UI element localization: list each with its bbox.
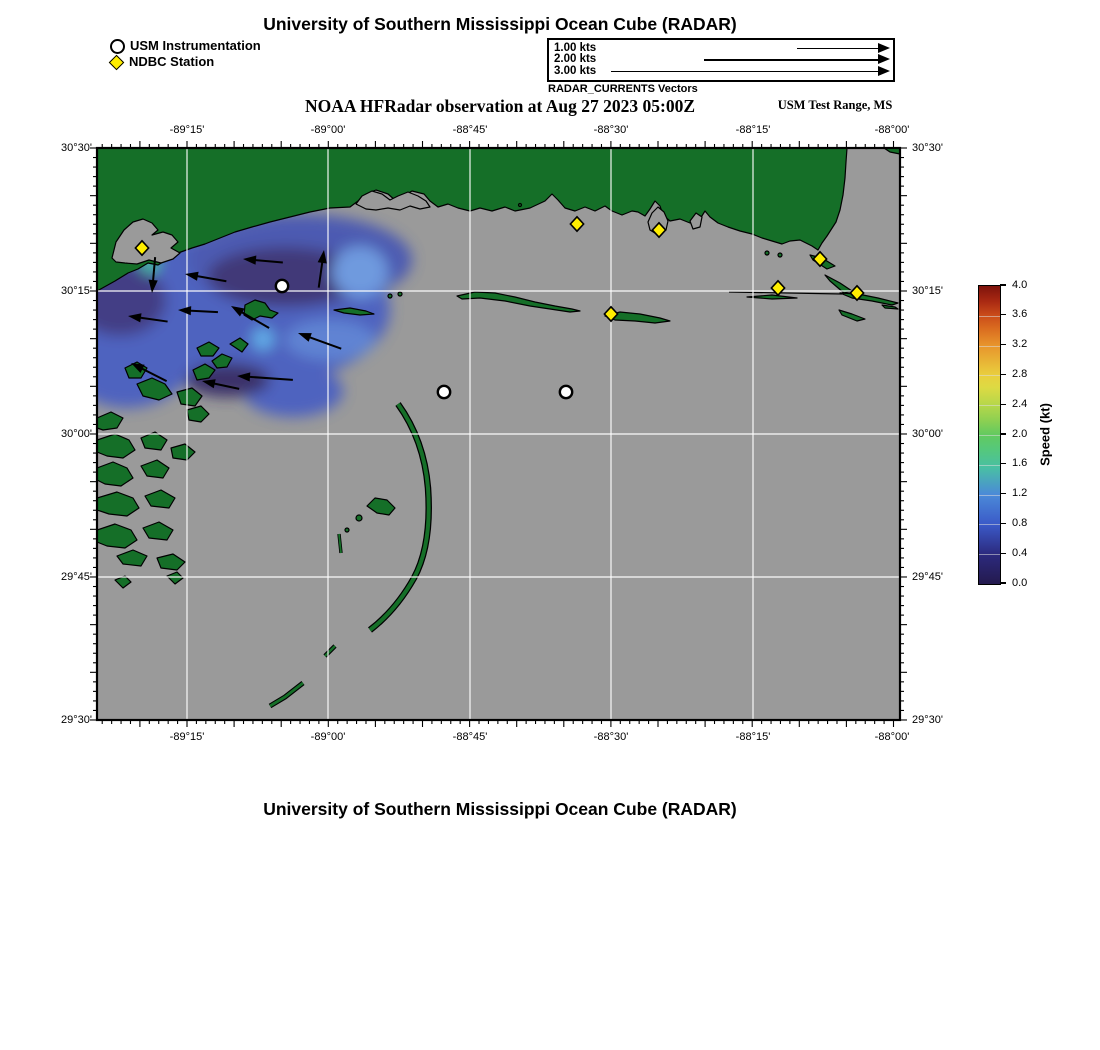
colorbar-tick-label: 0.0 (1012, 576, 1028, 589)
usm-legend-label: USM Instrumentation (130, 38, 261, 53)
colorbar-tick-label: 2.8 (1012, 367, 1028, 380)
lat-tick-label-left: 30°15' (61, 285, 92, 297)
lat-tick-label-right: 29°30' (912, 714, 943, 726)
figure-title-bottom: University of Southern Mississippi Ocean Cube (RADAR) (263, 799, 737, 819)
colorbar-gridline (979, 435, 1000, 436)
lat-tick-label-right: 30°30' (912, 142, 943, 154)
ndbc-legend-label: NDBC Station (129, 54, 215, 69)
colorbar-tickmark (1000, 553, 1006, 554)
lon-tick-label-bottom: -89°15' (169, 731, 205, 743)
lon-tick-label-top: -88°15' (735, 124, 771, 136)
station-legend (110, 38, 261, 70)
vector-arrowhead-icon (878, 54, 890, 64)
colorbar-gridline (979, 375, 1000, 376)
lat-tick-label-left: 29°30' (61, 714, 92, 726)
coastal-map (97, 148, 900, 720)
vector-scale-row (549, 66, 893, 78)
colorbar-tick-label: 4.0 (1012, 278, 1028, 291)
lon-tick-label-top: -89°00' (310, 124, 346, 136)
lat-tick-label-left: 30°30' (61, 142, 92, 154)
lon-tick-label-top: -88°45' (452, 124, 488, 136)
lon-tick-label-bottom: -88°15' (735, 731, 771, 743)
vector-legend-caption: RADAR_CURRENTS Vectors (548, 83, 698, 95)
lat-tick-label-left: 30°00' (61, 428, 92, 440)
lat-tick-label-right: 30°00' (912, 428, 943, 440)
colorbar-tickmark (1000, 344, 1006, 345)
lon-tick-label-top: -88°30' (593, 124, 629, 136)
colorbar-gridline (979, 554, 1000, 555)
lat-tick-label-right: 30°15' (912, 285, 943, 297)
colorbar-tick-label: 1.6 (1012, 457, 1028, 470)
colorbar-tickmark (1000, 463, 1006, 464)
figure-title-top: University of Southern Mississippi Ocean Cube (RADAR) (263, 14, 737, 34)
lon-tick-label-bottom: -88°00' (874, 731, 910, 743)
vector-scale-label: 2.00 kts (554, 53, 597, 65)
test-range-label: USM Test Range, MS (777, 98, 893, 112)
vector-scale-label: 1.00 kts (554, 41, 597, 54)
colorbar-tick-label: 0.4 (1012, 546, 1028, 559)
lat-tick-label-left: 29°45' (61, 571, 92, 583)
colorbar-tickmark (1000, 523, 1006, 524)
vector-scale-label: 3.00 kts (554, 64, 597, 77)
vector-scale-row (549, 43, 893, 55)
colorbar-tick-label: 3.6 (1012, 308, 1028, 321)
colorbar-tick-label: 2.0 (1012, 427, 1028, 440)
lon-tick-label-top: -88°00' (874, 124, 910, 136)
colorbar-gridline (979, 495, 1000, 496)
vector-scale-legend (547, 38, 895, 82)
colorbar-tick-label: 1.2 (1012, 487, 1028, 500)
lat-tick-label-right: 29°45' (912, 571, 943, 583)
colorbar-tick-label: 0.8 (1012, 516, 1028, 529)
lon-tick-label-top: -89°15' (169, 124, 205, 136)
vector-arrowhead-icon (878, 43, 890, 53)
vector-scale-row (549, 54, 893, 66)
lon-tick-label-bottom: -88°45' (452, 731, 488, 743)
usm-instrumentation-marker (438, 386, 450, 398)
colorbar-gridline (979, 405, 1000, 406)
lon-tick-label-bottom: -89°00' (310, 731, 346, 743)
colorbar-tickmark (1000, 582, 1006, 583)
usm-instrumentation-icon (110, 39, 125, 54)
ndbc-station-icon (109, 54, 125, 70)
colorbar-tickmark (1000, 404, 1006, 405)
colorbar-gridline (979, 316, 1000, 317)
colorbar-tickmark (1000, 314, 1006, 315)
vector-arrowhead-icon (878, 66, 890, 76)
colorbar-tick-label: 2.4 (1012, 397, 1028, 410)
usm-instrumentation-marker (276, 280, 288, 292)
colorbar-axis-label: Speed (kt) (1037, 403, 1053, 466)
colorbar-tick-label: 3.2 (1012, 338, 1028, 351)
colorbar-tickmark (1000, 284, 1006, 285)
colorbar-tickmark (1000, 374, 1006, 375)
speed-colorbar (978, 285, 1001, 585)
colorbar-gridline (979, 465, 1000, 466)
usm-instrumentation-marker (560, 386, 572, 398)
colorbar-gridline (979, 346, 1000, 347)
colorbar-tickmark (1000, 433, 1006, 434)
colorbar-tickmark (1000, 493, 1006, 494)
lon-tick-label-bottom: -88°30' (593, 731, 629, 743)
observation-subtitle: NOAA HFRadar observation at Aug 27 2023 05:00Z (304, 96, 696, 116)
colorbar-gridline (979, 524, 1000, 525)
